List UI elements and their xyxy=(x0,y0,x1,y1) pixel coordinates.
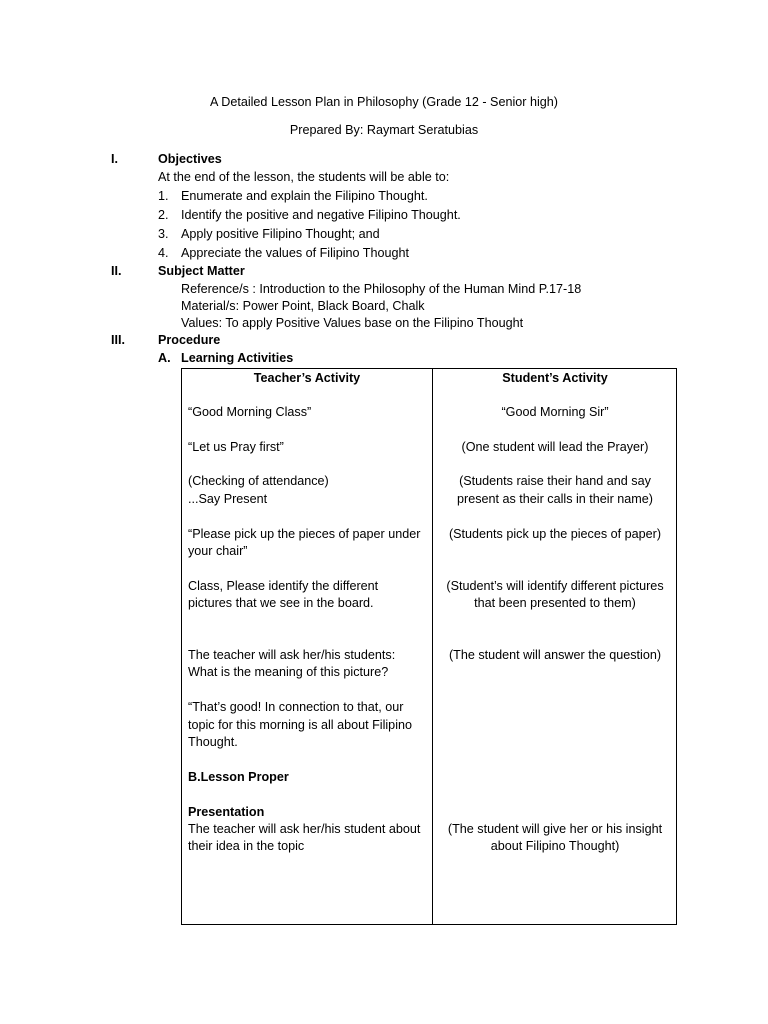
objective-number: 1. xyxy=(158,189,169,203)
student-insight: (The student will give her or his insight xyxy=(447,822,663,836)
student-insight: about Filipino Thought) xyxy=(490,839,620,853)
column-divider xyxy=(432,369,433,924)
lesson-proper-heading: B.Lesson Proper xyxy=(188,770,289,784)
teacher-paper: your chair” xyxy=(188,544,248,558)
student-prayer: (One student will lead the Prayer) xyxy=(461,440,649,454)
learning-activities-heading: Learning Activities xyxy=(181,351,294,365)
teacher-paper: “Please pick up the pieces of paper under xyxy=(188,527,421,541)
teacher-good: Thought. xyxy=(188,735,238,749)
section-numeral-objectives: I. xyxy=(111,152,118,166)
objective-item: Enumerate and explain the Filipino Thought. xyxy=(181,189,428,203)
reference-line: Reference/s : Introduction to the Philosophy of the Human Mind P.17-18 xyxy=(181,282,582,296)
student-activity-header: Student’s Activity xyxy=(502,371,608,385)
objective-item: Identify the positive and negative Filipino Thought. xyxy=(181,208,461,222)
student-present: present as their calls in their name) xyxy=(457,492,653,506)
teacher-activity-header: Teacher’s Activity xyxy=(253,371,361,385)
document-title: A Detailed Lesson Plan in Philosophy (Grade 12 - Senior high) xyxy=(210,95,558,109)
activity-table xyxy=(181,368,677,925)
procedure-heading: Procedure xyxy=(158,333,221,347)
teacher-good: topic for this morning is all about Filipino xyxy=(188,718,412,732)
student-pictures: (Student’s will identify different pictures xyxy=(446,579,664,593)
presentation-heading: Presentation xyxy=(188,805,265,819)
section-numeral-procedure: III. xyxy=(111,333,125,347)
materials-line: Material/s: Power Point, Black Board, Chalk xyxy=(181,299,425,313)
objective-item: Appreciate the values of Filipino Thought xyxy=(181,246,409,260)
subsection-letter: A. xyxy=(158,351,171,365)
teacher-ask: The teacher will ask her/his students: xyxy=(188,648,396,662)
objective-item: Apply positive Filipino Thought; and xyxy=(181,227,380,241)
teacher-pictures: pictures that we see in the board. xyxy=(188,596,374,610)
objective-number: 3. xyxy=(158,227,169,241)
teacher-idea: The teacher will ask her/his student about xyxy=(188,822,421,836)
prepared-by: Prepared By: Raymart Seratubias xyxy=(289,123,479,137)
student-greeting: “Good Morning Sir” xyxy=(501,405,609,419)
student-present: (Students raise their hand and say xyxy=(459,474,651,488)
student-pictures: that been presented to them) xyxy=(474,596,636,610)
objectives-heading: Objectives xyxy=(158,152,222,166)
objective-number: 2. xyxy=(158,208,169,222)
teacher-ask: What is the meaning of this picture? xyxy=(188,665,389,679)
objectives-intro: At the end of the lesson, the students will be able to: xyxy=(158,170,450,184)
objective-number: 4. xyxy=(158,246,169,260)
section-numeral-subject: II. xyxy=(111,264,122,278)
student-paper: (Students pick up the pieces of paper) xyxy=(448,527,662,541)
teacher-pictures: Class, Please identify the different xyxy=(188,579,379,593)
values-line: Values: To apply Positive Values base on the Filipino Thought xyxy=(181,316,524,330)
subject-matter-heading: Subject Matter xyxy=(158,264,245,278)
teacher-greeting: “Good Morning Class” xyxy=(188,405,312,419)
student-answer: (The student will answer the question) xyxy=(448,648,662,662)
teacher-attendance: ...Say Present xyxy=(188,492,268,506)
teacher-pray: “Let us Pray first” xyxy=(188,440,284,454)
teacher-good: “That’s good! In connection to that, our xyxy=(188,700,404,714)
teacher-attendance: (Checking of attendance) xyxy=(188,474,329,488)
teacher-idea: their idea in the topic xyxy=(188,839,305,853)
